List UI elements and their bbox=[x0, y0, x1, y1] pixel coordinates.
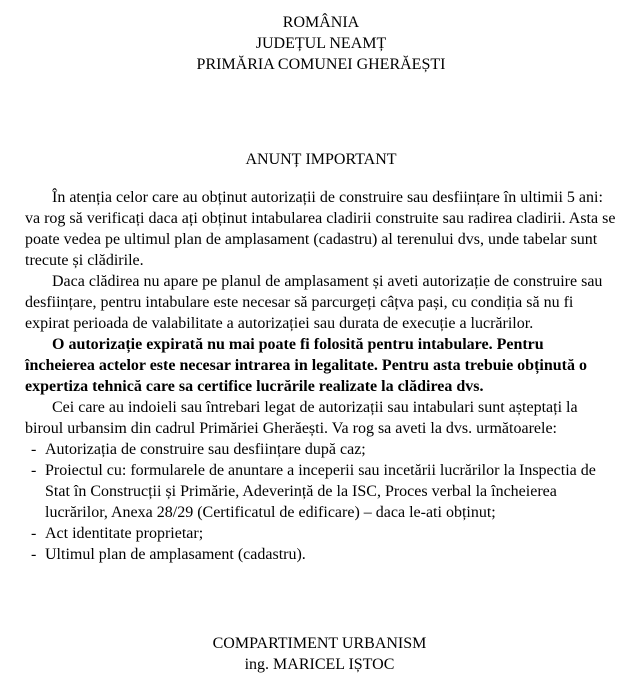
footer-signatory: ing. MARICEL IȘTOC bbox=[244, 656, 395, 673]
header-country: ROMÂNIA bbox=[282, 14, 360, 31]
list-item bbox=[25, 439, 617, 460]
header-county: JUDEȚUL NEAMȚ bbox=[255, 35, 387, 52]
document-footer bbox=[0, 633, 639, 675]
header-commune: PRIMĂRIA COMUNEI GHERĂEȘTI bbox=[196, 56, 446, 73]
list-item bbox=[25, 523, 617, 544]
announcement-title: ANUNȚ IMPORTANT bbox=[245, 151, 397, 168]
paragraph-expired-authorization-warning: O autorizație expirată nu mai poate fi folosită pentru intabulare. Pentru încheierea actelor este necesar intrarea in legalitate. Pentru asta trebuie obținută o expertiza tehnică care sa certifice lucrările realizate la clădirea dvs. bbox=[25, 336, 587, 395]
footer-department: COMPARTIMENT URBANISM bbox=[212, 635, 427, 652]
list-item-text: Autorizația de construire sau desființare după caz; bbox=[45, 441, 366, 458]
list-dash-icon: - bbox=[31, 525, 37, 542]
document-header bbox=[25, 12, 617, 75]
paragraph-steps-required: Daca clădirea nu apare pe planul de amplasament și aveti autorizație de construire sau desființare, pentru intabulare este necesar să parcurgeți câțva pași, cu condiția să nu fi expirat perioada de valabilitate a autorizației sau durata de execuție a lucrărilor. bbox=[25, 273, 603, 332]
paragraph-intabulare-check: În atenția celor care au obținut autorizații de construire sau desființare în ultimii 5 ani: va rog să verificați daca ați obținut intabularea cladirii construite sau radirea cladirii. Asta se poate vedea pe ultimul plan de amplasament (cadastru) al terenului dvs, unde tabelar sunt trecute și clădirile. bbox=[25, 189, 616, 269]
required-documents-list bbox=[25, 439, 617, 565]
list-item bbox=[25, 544, 617, 565]
document-body bbox=[25, 187, 617, 565]
list-item-text: Act identitate proprietar; bbox=[45, 525, 204, 542]
list-item-text: Ultimul plan de amplasament (cadastru). bbox=[45, 546, 306, 563]
list-item bbox=[25, 460, 617, 523]
paragraph-office-invitation: Cei care au indoieli sau întrebari legat de autorizații sau intabulari sunt așteptați la biroul urbansim din cadrul Primăriei Gherăești. Va rog sa aveti la dvs. următoarele: bbox=[25, 399, 578, 437]
list-dash-icon: - bbox=[31, 462, 37, 479]
list-dash-icon: - bbox=[31, 441, 37, 458]
list-dash-icon: - bbox=[31, 546, 37, 563]
list-item-text: Proiectul cu: formularele de anuntare a inceperii sau incetării lucrărilor la Inspectia de Stat în Construcții și Primărie, Adeverință de la ISC, Proces verbal la încheierea lucrărilor, Anexa 28/29 (Certificatul de edificare) – daca le-ati obținut; bbox=[45, 462, 596, 521]
